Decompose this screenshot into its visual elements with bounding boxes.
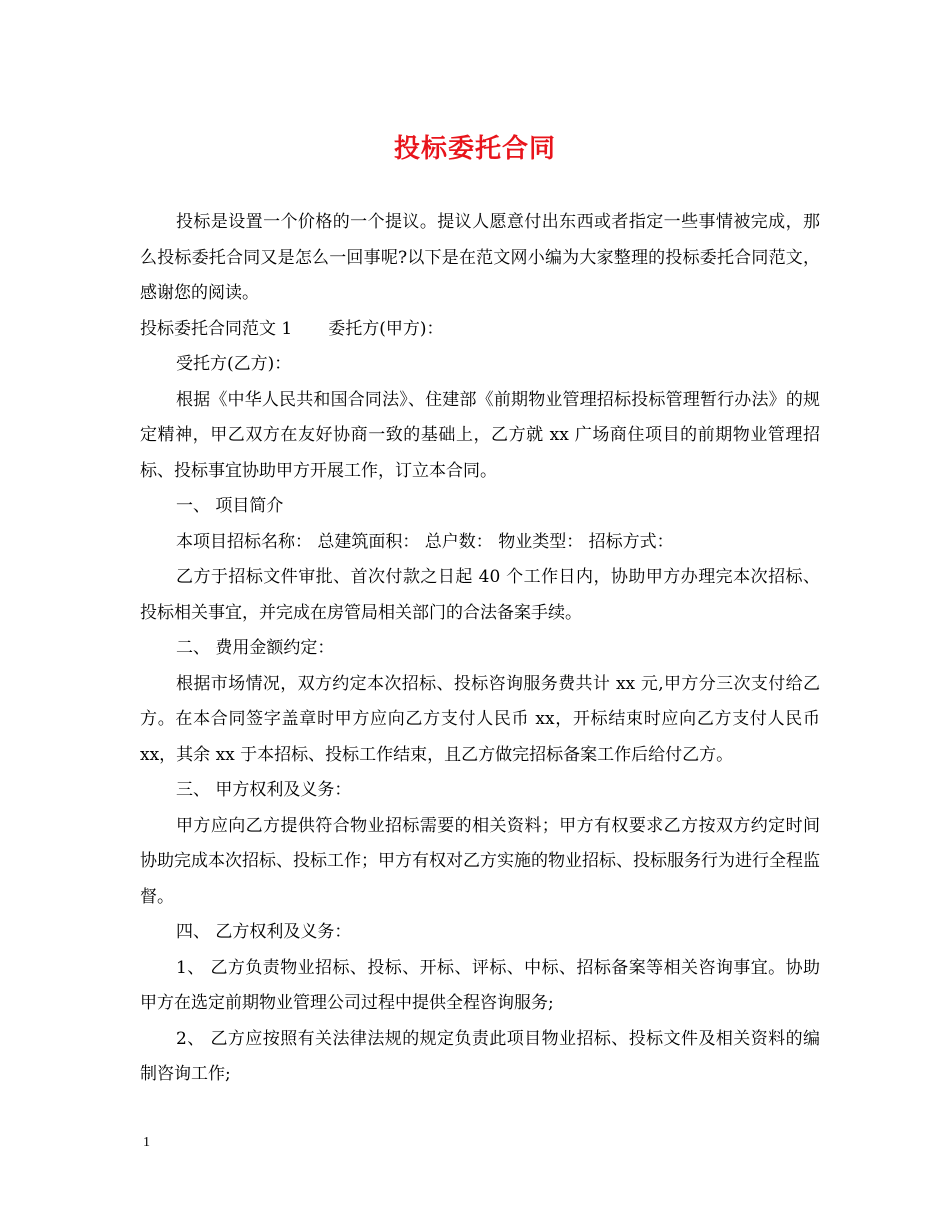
section-heading-4: 四、 乙方权利及义务： <box>176 922 352 942</box>
section-heading-1: 一、 项目简介 <box>176 496 284 516</box>
paragraph-party-b-item-2: 2、 乙方应按照有关法律法规的规定负责此项目物业招标、投标文件及相关资料的编制咨询工作; <box>140 1028 820 1084</box>
document-body <box>140 205 820 1093</box>
paragraph-fee-body: 根据市场情况，双方约定本次招标、投标咨询服务费共计 xx 元,甲方分三次支付给乙方。在本合同签字盖章时甲方应向乙方支付人民币 xx，开标结束时应向乙方支付人民币 xx，其余 xx 于本招标、投标工作结束，且乙方做完招标备案工作后给付乙方。 <box>140 673 820 765</box>
paragraph-party-b-item-1: 1、 乙方负责物业招标、投标、开标、评标、中标、招标备案等相关咨询事宜。协助甲方在选定前期物业管理公司过程中提供全程咨询服务; <box>140 957 820 1013</box>
paragraph-basis: 根据《中华人民共和国合同法》、住建部《前期物业管理招标投标管理暂行办法》的规定精神，甲乙双方在友好协商一致的基础上，乙方就 xx 广场商住项目的前期物业管理招标、投标事宜协助甲方开展工作，订立本合同。 <box>140 389 820 481</box>
paragraph-party-a-rights: 甲方应向乙方提供符合物业招标需要的相关资料；甲方有权要求乙方按双方约定时间协助完成本次招标、投标工作；甲方有权对乙方实施的物业招标、投标服务行为进行全程监督。 <box>140 815 820 907</box>
paragraph-project-body: 乙方于招标文件审批、首次付款之日起 40 个工作日内，协助甲方办理完本次招标、投标相关事宜，并完成在房管局相关部门的合法备案手续。 <box>140 567 820 623</box>
section-heading-2: 二、 费用金额约定： <box>176 638 335 658</box>
paragraph-project-fields: 本项目招标名称： 总建筑面积： 总户数： 物业类型： 招标方式： <box>176 531 674 552</box>
section-heading-3: 三、 甲方权利及义务： <box>176 780 352 800</box>
paragraph-sample-heading <box>140 312 820 348</box>
paragraph-intro: 投标是设置一个价格的一个提议。提议人愿意付出东西或者指定一些事情被完成，那么投标委托合同又是怎么一回事呢?以下是在范文网小编为大家整理的投标委托合同范文，感谢您的阅读。 <box>140 212 820 303</box>
paragraph-party-b: 受托方(乙方)： <box>176 354 292 374</box>
entrusting-party-label: 委托方(甲方)： <box>328 318 444 339</box>
page-number: 1 <box>143 1135 150 1150</box>
sample-title: 投标委托合同范文 1 <box>140 318 293 339</box>
document-title: 投标委托合同 <box>393 134 556 164</box>
